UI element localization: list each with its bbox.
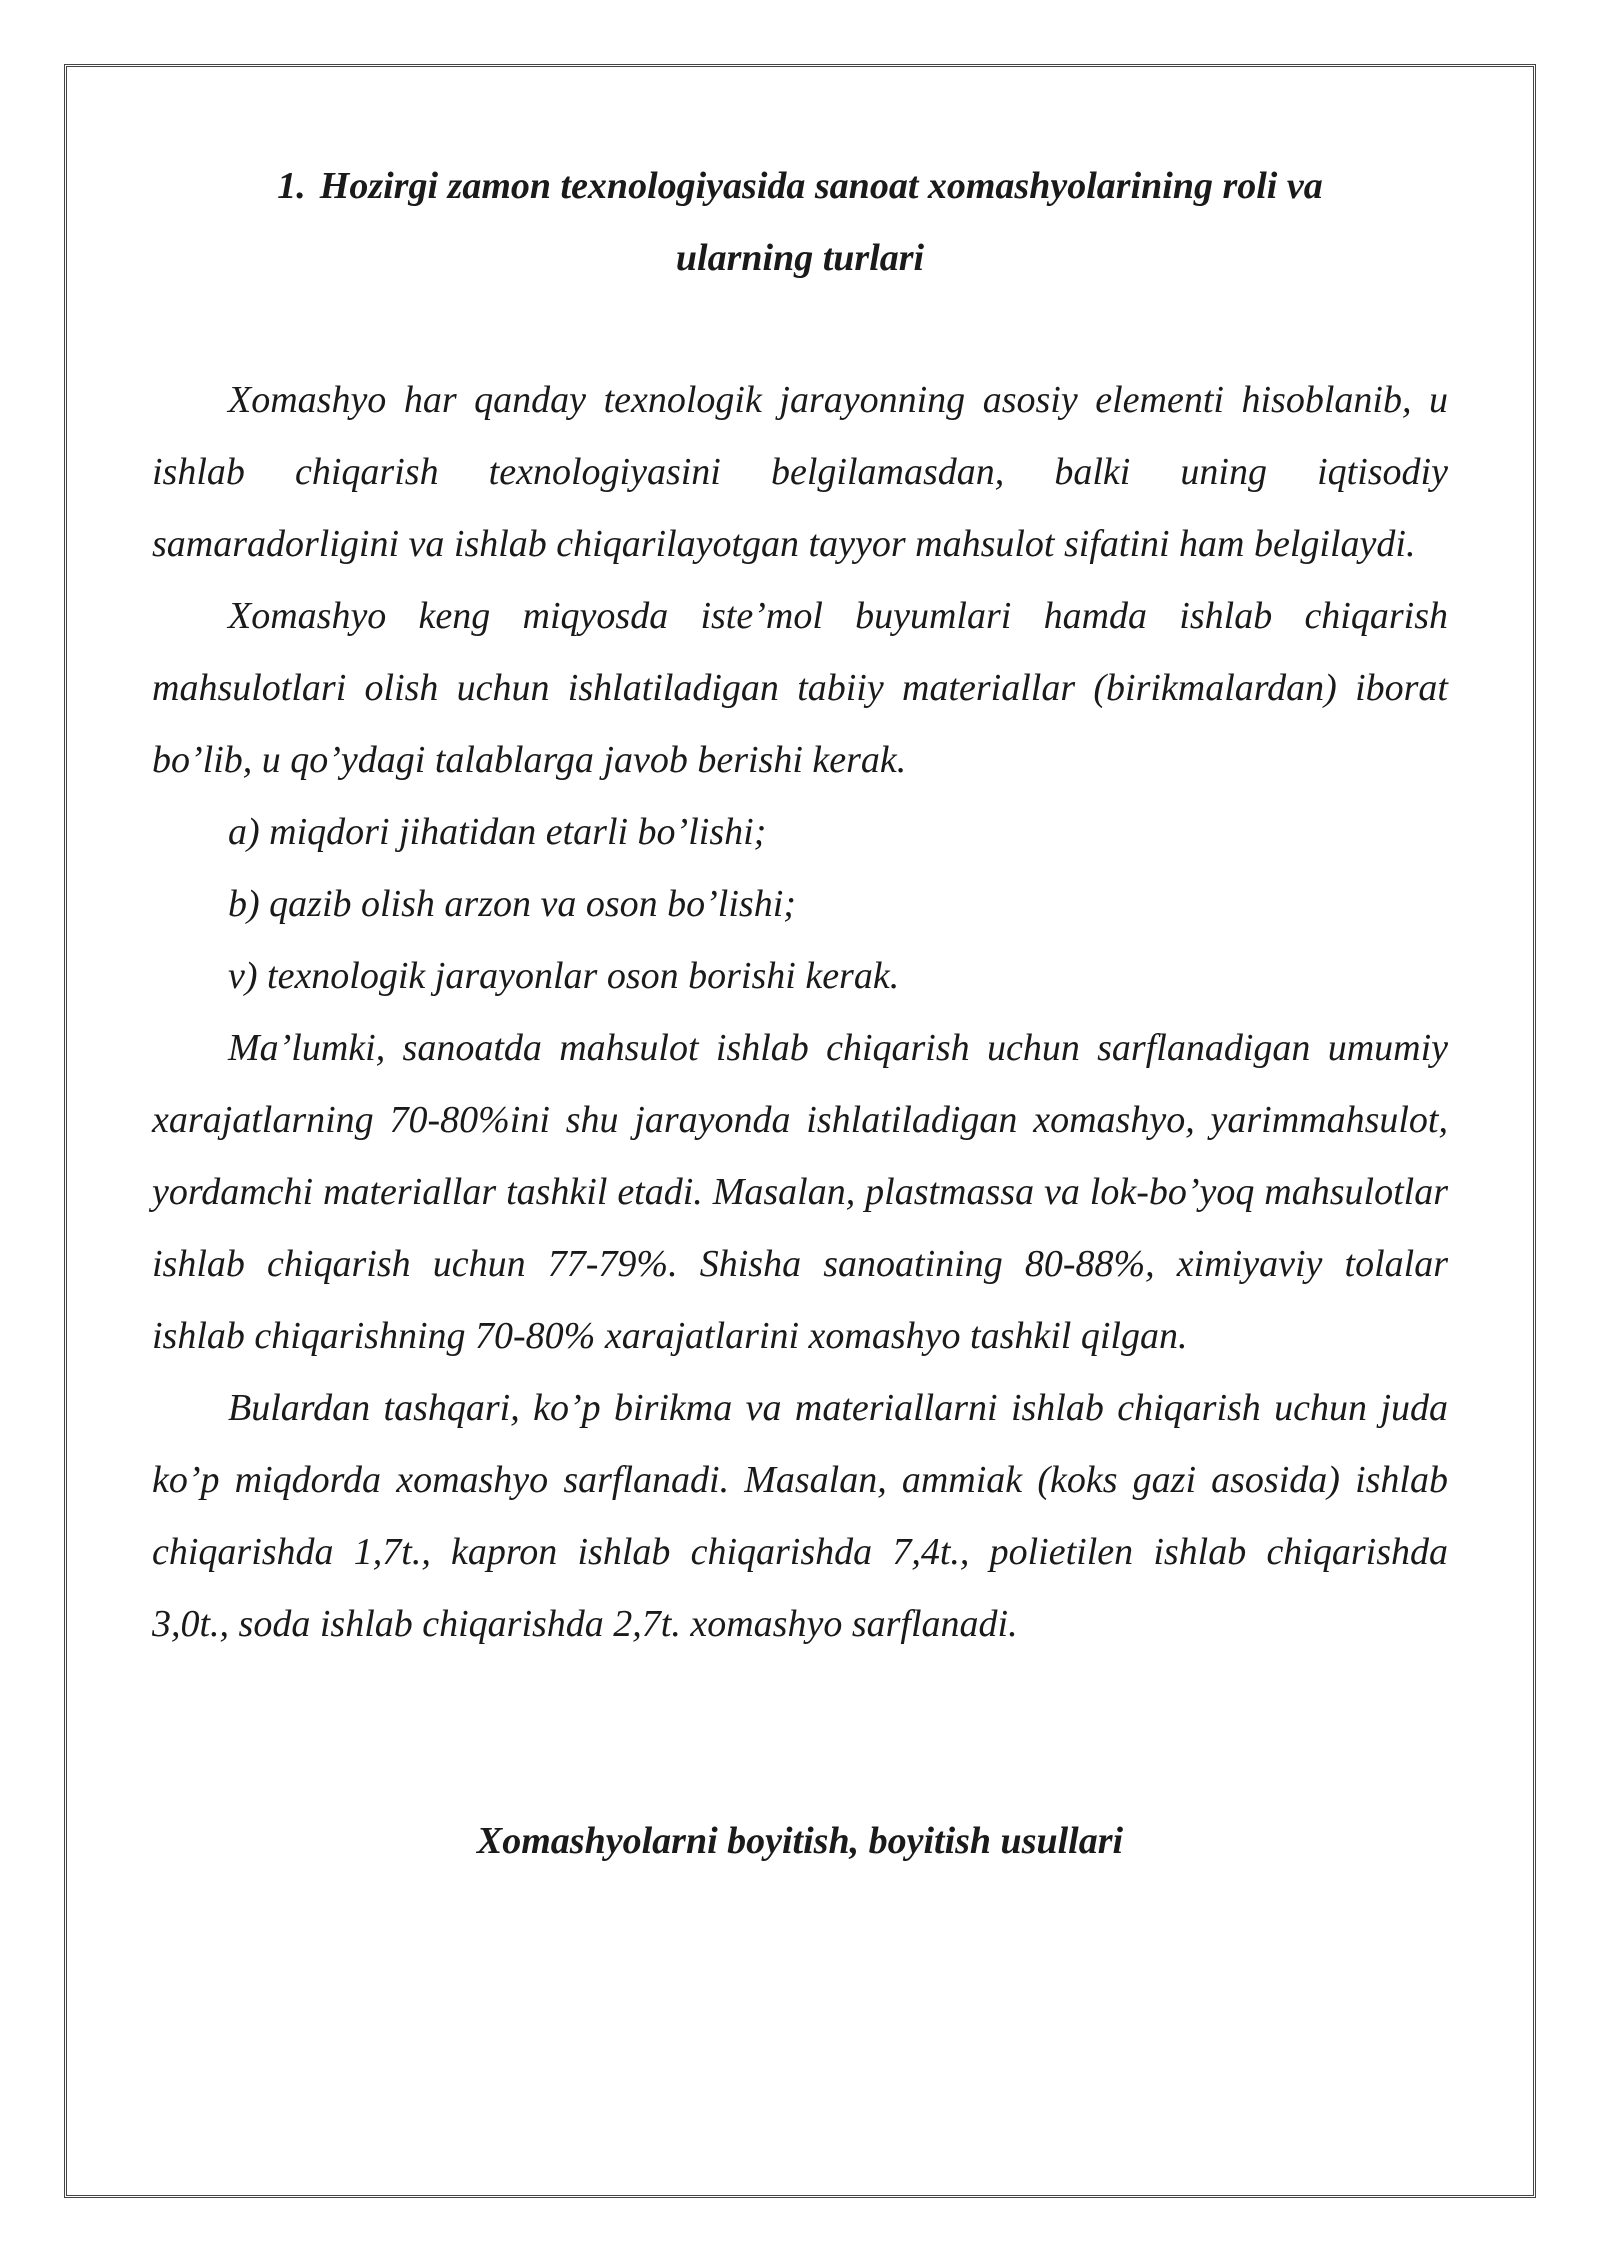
paragraph-3: Ma’lumki, sanoatda mahsulot ishlab chiqarish uchun sarflanadigan umumiy xarajatlarning 70-80%ini shu jarayonda ishlatiladigan xomashyo, yarimmahsulot, yordamchi materiallar tashkil etadi. Masalan, plastmassa va lok-bo’yoq mahsulotlar ishlab chiqarish uchun 77-79%. Shisha sanoatining 80-88%, ximiyaviy tolalar ishlab chiqarishning 70-80% xarajatlarini xomashyo tashkil qilgan. xyxy=(152,1027,1448,1357)
list-item-b: b) qazib olish arzon va oson bo’lishi; xyxy=(228,883,796,925)
heading-line-1: Hozirgi zamon texnologiyasida sanoat xomashyolarining roli va xyxy=(319,165,1323,207)
paragraph-2: Xomashyo keng miqyosda iste’mol buyumlari hamda ishlab chiqarish mahsulotlari olish uchun ishlatiladigan tabiiy materiallar (birikmalardan) iborat bo’lib, u qo’ydagi talablarga javob berishi kerak. xyxy=(152,595,1448,781)
paragraph-4: Bulardan tashqari, ko’p birikma va materiallarni ishlab chiqarish uchun juda ko’p miqdorda xomashyo sarflanadi. Masalan, ammiak (koks gazi asosida) ishlab chiqarishda 1,7t., kapron ishlab chiqarishda 7,4t., polietilen ishlab chiqarishda 3,0t., soda ishlab chiqarishda 2,7t. xomashyo sarflanadi. xyxy=(152,1387,1448,1645)
list-item-v: v) texnologik jarayonlar oson borishi kerak. xyxy=(228,955,900,997)
heading-number: 1. xyxy=(277,165,306,207)
body-text xyxy=(152,364,1448,1660)
chapter-heading xyxy=(152,150,1448,294)
document-body xyxy=(152,150,1448,1877)
section-heading: Xomashyolarni boyitish, boyitish usullari xyxy=(476,1820,1124,1862)
paragraph-1: Xomashyo har qanday texnologik jarayonning asosiy elementi hisoblanib, u ishlab chiqarish texnologiyasini belgilamasdan, balki uning iqtisodiy samaradorligini va ishlab chiqarilayotgan tayyor mahsulot sifatini ham belgilaydi. xyxy=(152,379,1448,565)
list-item-a: a) miqdori jihatidan etarli bo’lishi; xyxy=(228,811,767,853)
heading-line-2: ularning turlari xyxy=(675,237,925,279)
